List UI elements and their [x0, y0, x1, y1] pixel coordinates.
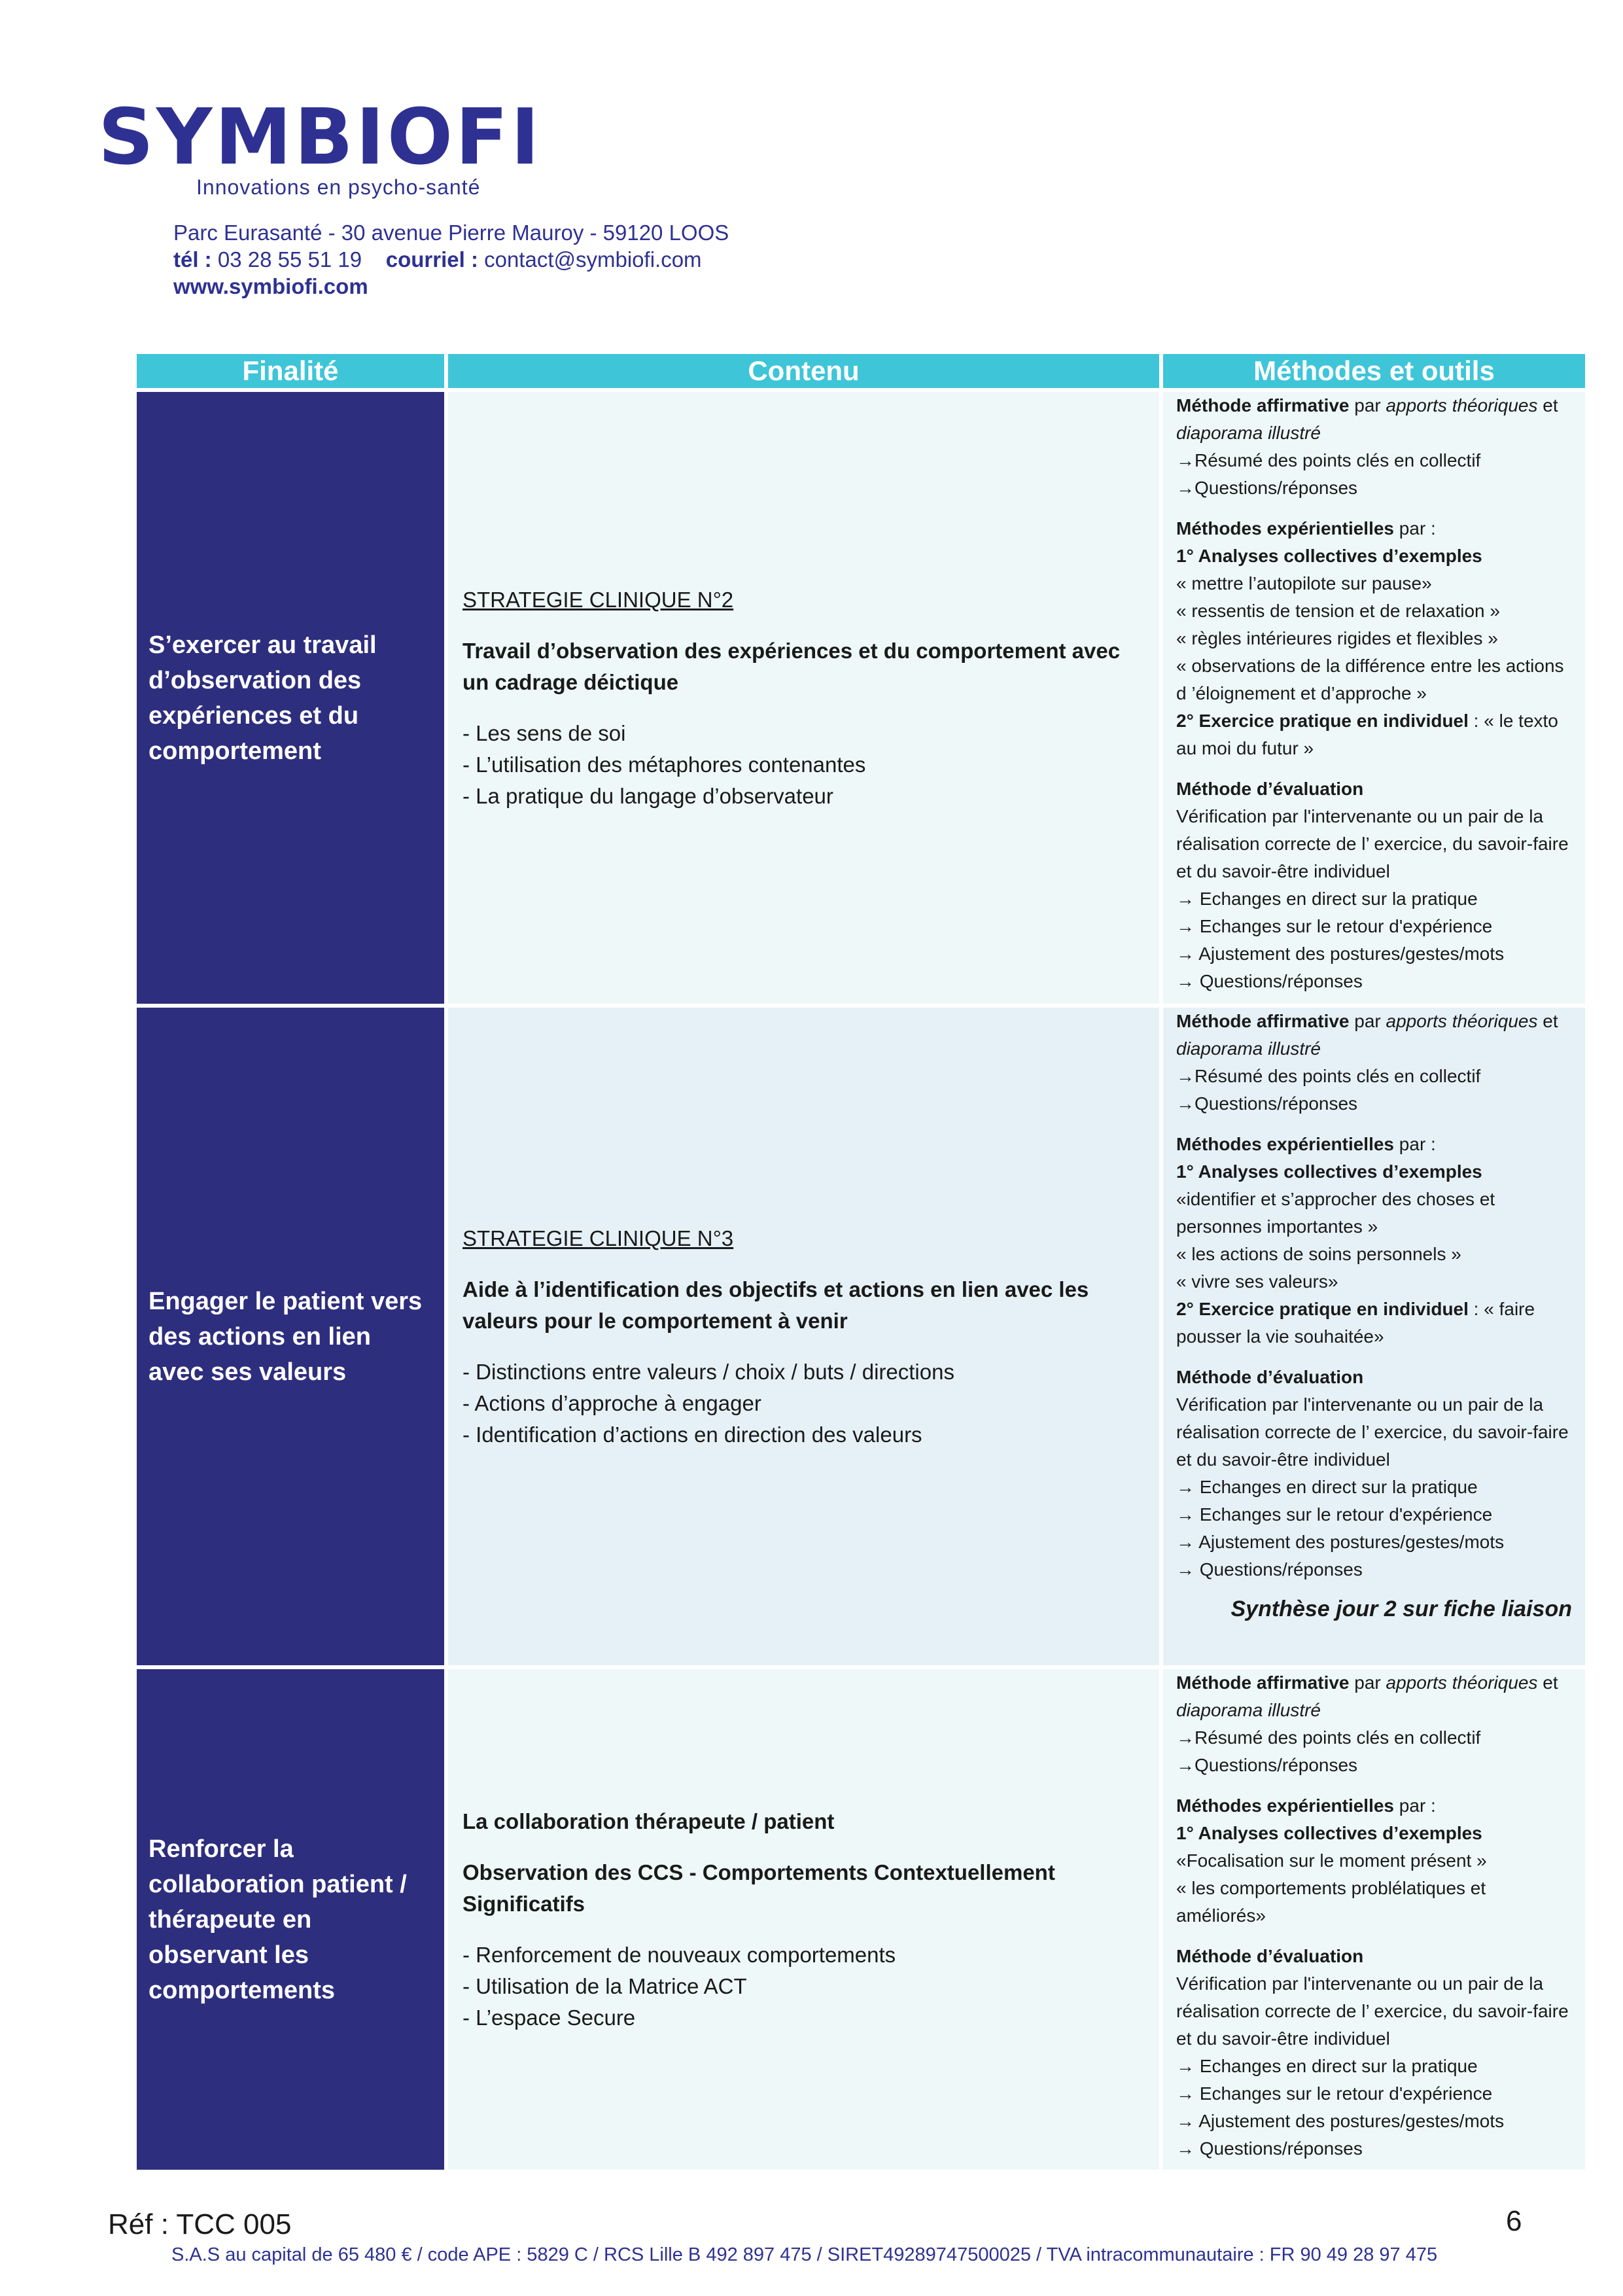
table-row	[137, 1669, 1585, 2170]
method-item: →Questions/réponses	[1176, 1755, 1358, 1775]
content-item: - Distinctions entre valeurs / choix / buts / directions	[462, 1359, 954, 1384]
finalite-cell: Renforcer la collaboration patient / thérapeute en observant les comportements	[137, 1669, 444, 2170]
evaluation-label: Méthode d’évaluation	[1176, 779, 1364, 799]
method-item: →Résumé des points clés en collectif	[1176, 450, 1481, 470]
logo-tagline: Innovations en psycho-santé	[196, 175, 481, 199]
affirmative-line: Méthode affirmative par apports théoriques et diaporama illustré	[1176, 395, 1558, 443]
content-subtitle: Aide à l’identification des objectifs et actions en lien avec les valeurs pour le comportement à venir	[462, 1277, 1089, 1333]
header-contenu: Contenu	[448, 354, 1159, 388]
contenu-cell	[448, 1669, 1159, 2170]
email-label: courriel :	[385, 247, 478, 272]
method-item: «Focalisation sur le moment présent »	[1176, 1850, 1487, 1871]
method-item: → Ajustement des postures/gestes/mots	[1176, 1532, 1505, 1552]
experiential-line: Méthodes expérientielles par :	[1176, 1134, 1436, 1154]
method-item: « les comportements problélatiques et améliorés»	[1176, 1878, 1486, 1926]
evaluation-text: Vérification par l'intervenante ou un pair de la réalisation correcte de l’ exercice, du savoir-faire et du savoir-être individuel	[1176, 1973, 1569, 2049]
method-item: « vivre ses valeurs»	[1176, 1271, 1338, 1292]
strategy-title: STRATEGIE CLINIQUE N°2	[462, 587, 734, 612]
tel-label: tél :	[173, 247, 212, 272]
method-item: « ressentis de tension et de relaxation »	[1176, 601, 1500, 621]
method-item: « les actions de soins personnels »	[1176, 1244, 1461, 1264]
logo-wordmark: SYMBIOFI	[98, 92, 542, 182]
evaluation-text: Vérification par l'intervenante ou un pair de la réalisation correcte de l’ exercice, du savoir-faire et du savoir-être individuel	[1176, 1394, 1569, 1470]
symbiofi-logo	[98, 92, 542, 203]
page-number: 6	[1506, 2205, 1522, 2237]
exp-1-label: 1° Analyses collectives d’exemples	[1176, 1823, 1482, 1843]
finalite-cell: Engager le patient vers des actions en lien avec ses valeurs	[137, 1008, 444, 1665]
methodes-cell	[1163, 1008, 1585, 1665]
content-item: - Actions d’approche à engager	[462, 1390, 761, 1415]
content-item: - L’espace Secure	[462, 2005, 636, 2030]
content-item: - Identification d’actions en direction des valeurs	[462, 1422, 922, 1447]
method-item: →Questions/réponses	[1176, 478, 1358, 498]
method-item: → Questions/réponses	[1176, 971, 1363, 991]
exp-2-line: 2° Exercice pratique en individuel : « le texto au moi du futur »	[1176, 711, 1558, 758]
contenu-cell	[448, 392, 1159, 1004]
method-item: « règles intérieures rigides et flexibles »	[1176, 628, 1498, 648]
finalite-cell: S’exercer au travail d’observation des expériences et du comportement	[137, 392, 444, 1004]
company-address-block	[173, 219, 729, 300]
methodes-cell	[1163, 392, 1585, 1004]
content-item: - La pratique du langage d’observateur	[462, 783, 833, 808]
header-finalite: Finalité	[137, 354, 444, 388]
content-item: - Les sens de soi	[462, 720, 626, 745]
table-row	[137, 392, 1585, 1004]
email-address[interactable]: contact@symbiofi.com	[478, 247, 702, 272]
method-item: → Echanges en direct sur la pratique	[1176, 889, 1478, 909]
program-table	[133, 350, 1589, 2174]
method-item: « mettre l’autopilote sur pause»	[1176, 573, 1432, 593]
method-item: → Echanges en direct sur la pratique	[1176, 1477, 1478, 1497]
strategy-title: STRATEGIE CLINIQUE N°3	[462, 1226, 734, 1250]
affirmative-line: Méthode affirmative par apports théoriques et diaporama illustré	[1176, 1011, 1558, 1059]
synthese-note: Synthèse jour 2 sur fiche liaison	[1230, 1597, 1572, 1621]
address-line: Parc Eurasanté - 30 avenue Pierre Mauroy - 59120 LOOS	[173, 221, 729, 245]
contenu-cell	[448, 1008, 1159, 1665]
content-subtitle: Travail d’observation des expériences et du comportement avec un cadrage déictique	[462, 638, 1121, 694]
header-methodes: Méthodes et outils	[1163, 354, 1585, 388]
content-item: - Utilisation de la Matrice ACT	[462, 1973, 747, 1998]
strategy-title: La collaboration thérapeute / patient	[462, 1809, 835, 1833]
evaluation-label: Méthode d’évaluation	[1176, 1946, 1364, 1966]
experiential-line: Méthodes expérientielles par :	[1176, 1795, 1436, 1816]
website-link[interactable]: www.symbiofi.com	[173, 274, 368, 298]
method-item: → Questions/réponses	[1176, 1559, 1363, 1580]
method-item: → Echanges sur le retour d'expérience	[1176, 2083, 1493, 2104]
exp-1-label: 1° Analyses collectives d’exemples	[1176, 546, 1482, 566]
method-item: → Questions/réponses	[1176, 2138, 1363, 2159]
methodes-cell	[1163, 1669, 1585, 2170]
legal-footer: S.A.S au capital de 65 480 € / code APE : 5829 C / RCS Lille B 492 897 475 / SIRET49289747500025 / TVA intracommunautaire : FR 90 49 28 97 475	[171, 2244, 1438, 2265]
experiential-line: Méthodes expérientielles par :	[1176, 518, 1436, 539]
tel-number: 03 28 55 51 19	[211, 247, 362, 272]
content-item: - L’utilisation des métaphores contenantes	[462, 752, 866, 777]
method-item: → Echanges en direct sur la pratique	[1176, 2056, 1478, 2076]
method-item: «identifier et s’approcher des choses et personnes importantes »	[1176, 1189, 1495, 1237]
evaluation-text: Vérification par l'intervenante ou un pair de la réalisation correcte de l’ exercice, du savoir-faire et du savoir-être individuel	[1176, 806, 1569, 881]
method-item: → Ajustement des postures/gestes/mots	[1176, 944, 1505, 964]
document-reference: Réf : TCC 005	[108, 2208, 292, 2240]
method-item: →Questions/réponses	[1176, 1093, 1358, 1114]
exp-2-line: 2° Exercice pratique en individuel : « faire pousser la vie souhaitée»	[1176, 1299, 1535, 1347]
method-item: →Résumé des points clés en collectif	[1176, 1066, 1481, 1086]
method-item: → Echanges sur le retour d'expérience	[1176, 1504, 1493, 1525]
method-item: →Résumé des points clés en collectif	[1176, 1727, 1481, 1748]
method-item: → Echanges sur le retour d'expérience	[1176, 916, 1493, 936]
exp-1-label: 1° Analyses collectives d’exemples	[1176, 1161, 1482, 1182]
method-item: « observations de la différence entre les actions d ’éloignement et d’approche »	[1176, 656, 1564, 703]
contact-line	[173, 246, 729, 273]
table-row	[137, 1008, 1585, 1665]
content-item: - Renforcement de nouveaux comportements	[462, 1942, 896, 1967]
evaluation-label: Méthode d’évaluation	[1176, 1367, 1364, 1387]
affirmative-line: Méthode affirmative par apports théoriques et diaporama illustré	[1176, 1672, 1558, 1720]
table-header-row	[137, 354, 1585, 388]
content-subtitle: Observation des CCS - Comportements Contextuellement Significatifs	[462, 1860, 1055, 1916]
method-item: → Ajustement des postures/gestes/mots	[1176, 2111, 1505, 2131]
